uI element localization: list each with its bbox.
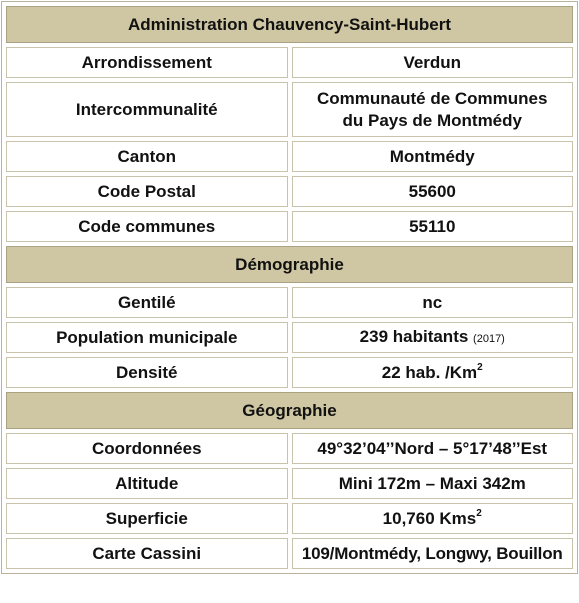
title-row <box>6 6 573 43</box>
value-intercommunalite-line2: du Pays de Montmédy <box>342 110 522 130</box>
value-altitude: Mini 172m – Maxi 342m <box>292 468 574 499</box>
label-densite: Densité <box>6 357 288 388</box>
label-arrondissement: Arrondissement <box>6 47 288 78</box>
row-intercommunalite <box>6 82 573 137</box>
superficie-exponent: 2 <box>476 507 482 519</box>
value-coordonnees: 49°32’04’’Nord – 5°17’48’’Est <box>292 433 574 464</box>
table-title: Administration Chauvency-Saint-Hubert <box>6 6 573 43</box>
population-year: (2017) <box>473 332 505 345</box>
population-value: 239 habitants <box>359 326 469 346</box>
section-heading-demographie: Démographie <box>6 246 573 283</box>
row-gentile <box>6 287 573 318</box>
value-population <box>292 322 574 353</box>
row-densite <box>6 357 573 388</box>
row-code-communes <box>6 211 573 242</box>
label-code-communes: Code communes <box>6 211 288 242</box>
info-table-container <box>1 1 578 574</box>
label-altitude: Altitude <box>6 468 288 499</box>
value-gentile: nc <box>292 287 574 318</box>
superficie-value: 10,760 Kms <box>382 508 477 528</box>
label-coordonnees: Coordonnées <box>6 433 288 464</box>
label-code-postal: Code Postal <box>6 176 288 207</box>
value-canton: Montmédy <box>292 141 574 172</box>
row-altitude <box>6 468 573 499</box>
label-canton: Canton <box>6 141 288 172</box>
label-carte-cassini: Carte Cassini <box>6 538 288 569</box>
densite-exponent: 2 <box>477 361 483 373</box>
value-intercommunalite-line1: Communauté de Communes <box>317 88 548 108</box>
label-gentile: Gentilé <box>6 287 288 318</box>
row-carte-cassini <box>6 538 573 569</box>
row-superficie <box>6 503 573 534</box>
section-heading-geographie: Géographie <box>6 392 573 429</box>
geographie-heading-row <box>6 392 573 429</box>
row-code-postal <box>6 176 573 207</box>
value-superficie <box>292 503 574 534</box>
value-code-communes: 55110 <box>292 211 574 242</box>
label-population: Population municipale <box>6 322 288 353</box>
value-densite <box>292 357 574 388</box>
value-code-postal: 55600 <box>292 176 574 207</box>
info-table <box>1 1 578 574</box>
demographie-heading-row <box>6 246 573 283</box>
row-canton <box>6 141 573 172</box>
row-coordonnees <box>6 433 573 464</box>
label-superficie: Superficie <box>6 503 288 534</box>
row-arrondissement <box>6 47 573 78</box>
value-carte-cassini: 109/Montmédy, Longwy, Bouillon <box>292 538 574 569</box>
value-intercommunalite <box>292 82 574 137</box>
row-population <box>6 322 573 353</box>
densite-value: 22 hab. /Km <box>381 362 478 382</box>
value-arrondissement: Verdun <box>292 47 574 78</box>
label-intercommunalite: Intercommunalité <box>6 82 288 137</box>
